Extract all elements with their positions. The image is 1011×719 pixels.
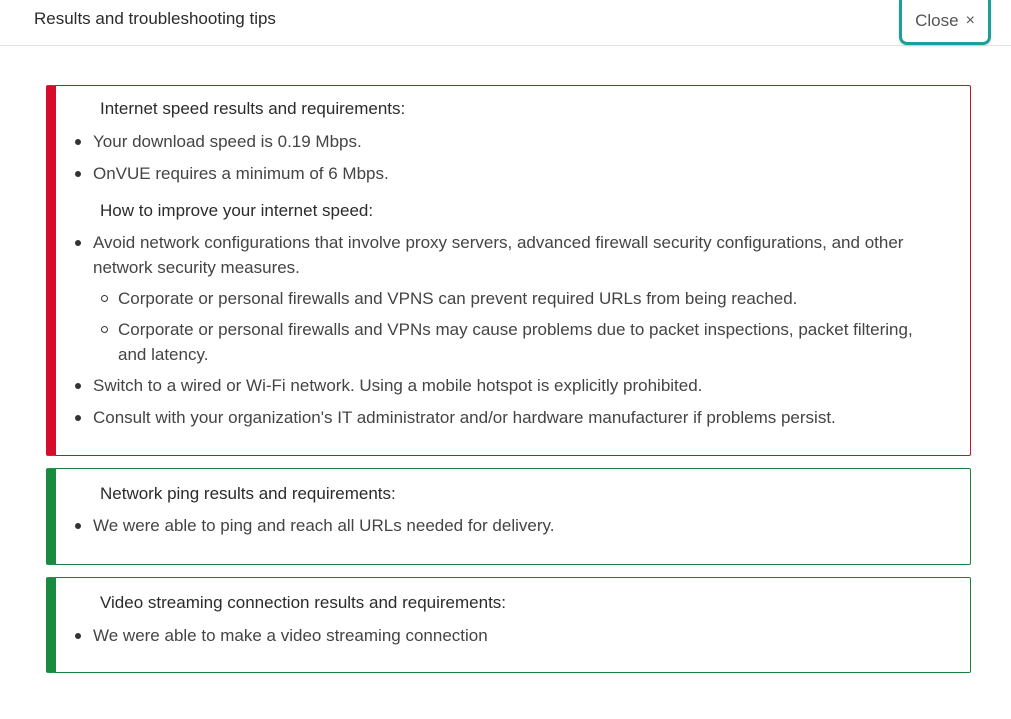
network-ping-card xyxy=(46,468,971,565)
close-button[interactable] xyxy=(899,0,991,45)
close-label: Close xyxy=(915,11,959,30)
speed-tip-item: Consult with your organization's IT administrator and/or hardware manufacturer if problems persist. xyxy=(93,405,953,430)
close-icon: × xyxy=(965,12,975,29)
internet-speed-card xyxy=(46,85,971,456)
video-result-item: We were able to make a video streaming connection xyxy=(93,623,488,648)
speed-result-item: Your download speed is 0.19 Mbps. xyxy=(93,129,362,154)
ping-result-item: We were able to ping and reach all URLs needed for delivery. xyxy=(93,513,554,538)
speed-results-title: Internet speed results and requirements: xyxy=(100,99,406,118)
speed-result-item: OnVUE requires a minimum of 6 Mbps. xyxy=(93,161,389,186)
modal-header xyxy=(0,0,1011,46)
ping-title: Network ping results and requirements: xyxy=(100,484,396,503)
speed-tip-sub-item: Corporate or personal firewalls and VPNs may cause problems due to packet inspections, packet filtering, and latency. xyxy=(118,317,918,367)
speed-tip-item: Avoid network configurations that involve proxy servers, advanced firewall security configurations, and other network security measures. xyxy=(93,230,943,280)
speed-tip-sub-item: Corporate or personal firewalls and VPNS can prevent required URLs from being reached. xyxy=(118,286,938,311)
video-title: Video streaming connection results and requirements: xyxy=(100,593,507,612)
video-streaming-card xyxy=(46,577,971,673)
modal-title: Results and troubleshooting tips xyxy=(34,9,276,28)
speed-tip-item: Switch to a wired or Wi-Fi network. Using a mobile hotspot is explicitly prohibited. xyxy=(93,373,953,398)
improve-speed-title: How to improve your internet speed: xyxy=(100,201,374,220)
